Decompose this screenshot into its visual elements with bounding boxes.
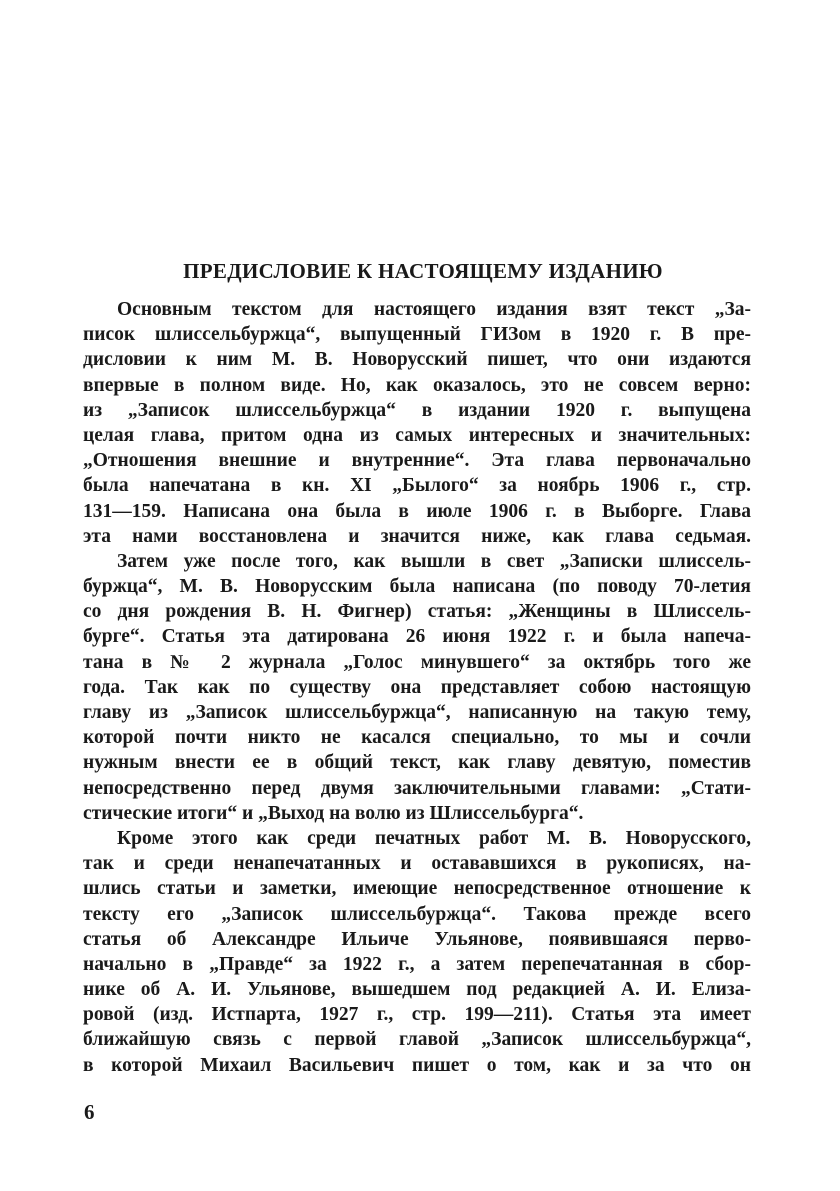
text-line: тексту его „Записок шлиссельбуржца“. Такова прежде всего	[83, 903, 751, 925]
page-number: 6	[84, 1100, 95, 1124]
text-line: 131—159. Написана она была в июле 1906 г. в Выборге. Глава	[83, 500, 751, 522]
text-line: начально в „Правде“ за 1922 г., а затем перепечатанная в сбор-	[83, 953, 751, 975]
text-line: непосредственно перед двумя заключительными главами: „Стати-	[83, 777, 751, 799]
text-line: нике об А. И. Ульянове, вышедшем под редакцией А. И. Елиза-	[83, 979, 751, 1001]
text-line: эта нами восстановлена и значится ниже, как глава седьмая.	[83, 525, 751, 547]
page-title: ПРЕДИСЛОВИЕ К НАСТОЯЩЕМУ ИЗДАНИЮ	[183, 259, 663, 283]
text-line: буржца“, М. В. Новорусским была написана (по поводу 70-летия	[83, 576, 751, 598]
text-line: ровой (изд. Истпарта, 1927 г., стр. 199—211). Статья эта имеет	[83, 1004, 751, 1026]
text-line: года. Так как по существу она представляет собою настоящую	[83, 676, 751, 698]
text-line: Основным текстом для настоящего издания взят текст „За-	[117, 299, 751, 320]
text-line: стические итоги“ и „Выход на волю из Шлиссельбурга“.	[83, 802, 584, 824]
text-line: тана в № 2 журнала „Голос минувшего“ за октябрь того же	[83, 651, 751, 673]
text-line: которой почти никто не касался специально, то мы и сочли	[83, 727, 751, 749]
text-line: „Отношения внешние и внутренние“. Эта глава первоначально	[83, 450, 751, 472]
text-line: Кроме этого как среди печатных работ М. В. Новорусского,	[117, 827, 751, 849]
text-line: статья об Александре Ильиче Ульянове, появившаяся перво-	[83, 928, 751, 950]
text-line: так и среди ненапечатанных и остававшихся в рукописях, на-	[83, 853, 751, 875]
text-line: ближайшую связь с первой главой „Записок шлиссельбуржца“,	[83, 1029, 751, 1051]
text-line: из „Записок шлиссельбуржца“ в издании 1920 г. выпущена	[83, 399, 751, 421]
text-line: дисловии к ним М. В. Новорусский пишет, что они издаются	[83, 349, 751, 371]
text-line: впервые в полном виде. Но, как оказалось, это не совсем верно:	[83, 374, 751, 396]
text-line: бурге“. Статья эта датирована 26 июня 1922 г. и была напеча-	[83, 626, 751, 648]
text-line: нужным внести ее в общий текст, как главу девятую, поместив	[83, 752, 751, 774]
text-line: шлись статьи и заметки, имеющие непосредственное отношение к	[83, 878, 751, 900]
text-line: писок шлиссельбуржца“, выпущенный ГИЗом в 1920 г. В пре-	[83, 324, 751, 346]
text-line: Затем уже после того, как вышли в свет „Записки шлиссель-	[117, 550, 751, 572]
body-text	[83, 297, 751, 1078]
text-line: в которой Михаил Васильевич пишет о том, как и за что он	[83, 1054, 751, 1076]
text-line: целая глава, притом одна из самых интересных и значительных:	[83, 424, 751, 446]
text-line: была напечатана в кн. XI „Былого“ за ноябрь 1906 г., стр.	[83, 475, 751, 497]
text-line: главу из „Записок шлиссельбуржца“, написанную на такую тему,	[83, 702, 751, 723]
text-line: со дня рождения В. Н. Фигнер) статья: „Женщины в Шлиссель-	[83, 601, 751, 623]
